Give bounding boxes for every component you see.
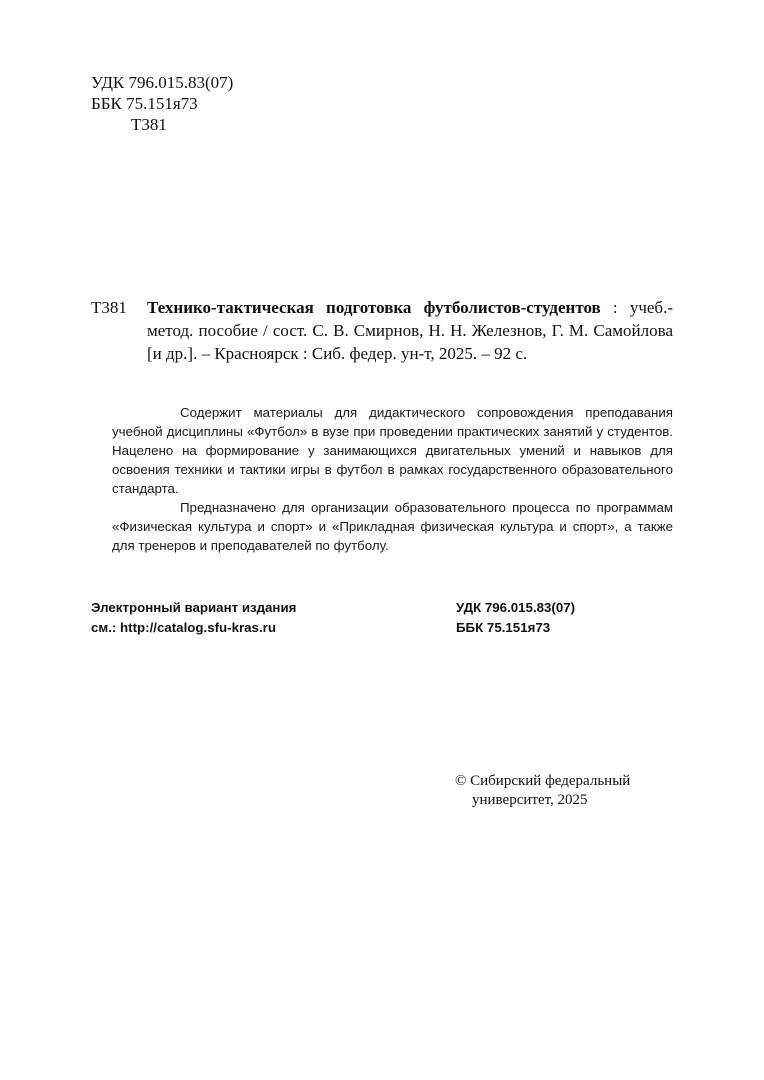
footer-udk-code: УДК 796.015.83(07) <box>456 600 576 615</box>
copyright-line-1: © Сибирский федеральный <box>455 773 631 789</box>
bibliographic-description <box>147 296 673 365</box>
abstract-paragraph-1: Содержит материалы для дидактического сопровождения преподавания учебной дисциплины «Футбол» в вузе при проведении практических занятий у студентов. Нацелено на формирование у занимающихся двигательных умений и навыков для освоения техники и тактики игры в футбол в рамках государственного образовательного стандарта. <box>112 405 673 496</box>
udk-code: УДК 796.015.83(07) <box>91 73 234 92</box>
classification-block <box>91 72 233 135</box>
bibliographic-details: : учеб.-метод. пособие / сост. С. В. Смирнов, Н. Н. Железнов, Г. М. Самойлова [и др.]. – Красноярск : Сиб. федер. ун-т, 2025. – 92 с. <box>147 298 673 363</box>
footer-classification <box>456 598 575 638</box>
bbk-code: ББК 75.151я73 <box>91 94 198 113</box>
footer-bbk-code: ББК 75.151я73 <box>456 620 551 635</box>
electronic-edition-note <box>91 598 296 638</box>
abstract <box>112 403 673 555</box>
catalog-link[interactable]: см.: http://catalog.sfu-kras.ru <box>91 620 276 635</box>
bibliographic-code: Т381 <box>91 298 127 317</box>
author-mark: Т381 <box>131 115 167 134</box>
electronic-edition-label: Электронный вариант издания <box>91 600 297 615</box>
abstract-paragraph-2: Предназначено для организации образовательного процесса по программам «Физическая культура и спорт» и «Прикладная физическая культура и спорт», а также для тренеров и преподавателей по футболу. <box>112 500 673 553</box>
copyright-line-2: университет, 2025 <box>472 792 588 808</box>
copyright-notice <box>455 772 630 810</box>
book-title: Технико-тактическая подготовка футболистов-студентов <box>147 298 601 317</box>
